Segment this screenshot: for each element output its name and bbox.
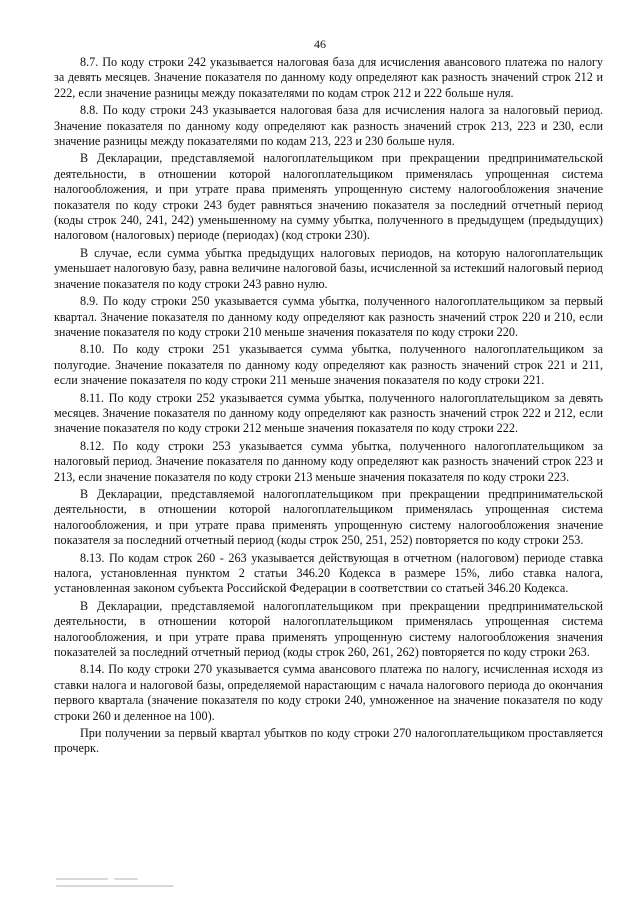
paragraph-8-8: 8.8. По коду строки 243 указывается налоговая база для исчисления налога за налоговый период. Значение показателя по данному коду определяют как разность значений строк 213, 223 и 230, если значение разницы между показателями по кодам 213, 223 и 230 больше нуля.	[54, 103, 603, 149]
paragraph-8-9: 8.9. По коду строки 250 указывается сумма убытка, полученного налогоплательщиком за первый квартал. Значение показателя по данному коду определяют как разность значений строк 220 и 210, если значение показателя по коду строки 210 меньше значения показателя по коду строки 220.	[54, 294, 603, 339]
paragraph-8-7: 8.7. По коду строки 242 указывается налоговая база для исчисления авансового платежа по налогу за девять месяцев. Значение показателя по данному коду определяют как разность значений строк 212 и 222, если значение разницы между показателями по кодам строк 212 и 222 больше нуля.	[54, 55, 603, 100]
paragraph-declaration-253: В Декларации, представляемой налогоплательщиком при прекращении предпринимательской деятельности, в отношении которой налогоплательщиком применялась упрощенная система налогообложения, и при утрате права применять упрощенную систему налогообложения значение показателя за последний отчетный период (коды строк 250, 251, 252) повторяется по коду строки 253.	[54, 486, 603, 548]
paragraph-first-quarter-loss: При получении за первый квартал убытков по коду строки 270 налогоплательщиком проставляется прочерк.	[54, 726, 603, 756]
paragraph-8-11: 8.11. По коду строки 252 указывается сумма убытка, полученного налогоплательщиком за девять месяцев. Значение показателя по данному коду определяют как разность значений строк 222 и 212, если значение показателя по коду строки 212 меньше значения показателя по коду строки 222.	[54, 390, 603, 436]
faint-footer-mark	[56, 876, 176, 892]
document-body	[54, 55, 603, 759]
paragraph-8-13: 8.13. По кодам строк 260 - 263 указывается действующая в отчетном (налоговом) периоде ставка налога, установленная пунктом 2 статьи 346.20 Кодекса в размере 15%, либо ставка налога, установленная законом субъекта Российской Федерации в соответствии со статьей 346.20 Кодекса.	[54, 550, 603, 596]
paragraph-declaration-263: В Декларации, представляемой налогоплательщиком при прекращении предпринимательской деятельности, в отношении которой налогоплательщиком применялась упрощенная система налогообложения, и при утрате права применять упрощенную систему налогообложения значения показателей за последний отчетный период (коды строк 260, 261, 262) повторяется по коду строки 263.	[54, 598, 603, 660]
page-number: 46	[314, 37, 326, 51]
paragraph-8-10: 8.10. По коду строки 251 указывается сумма убытка, полученного налогоплательщиком за полугодие. Значение показателя по данному коду определяют как разность значений строк 221 и 211, если значение показателя по коду строки 211 меньше значения показателя по коду строки 221.	[54, 342, 603, 388]
paragraph-8-14: 8.14. По коду строки 270 указывается сумма авансового платежа по налогу, исчисленная исходя из ставки налога и налоговой базы, определяемой нарастающим с начала налогового периода до окончания первого квартала (значение показателя по коду строки 240, умноженное на значение показателя по коду строки 260 и деленное на 100).	[54, 662, 603, 723]
paragraph-loss-equals-base: В случае, если сумма убытка предыдущих налоговых периодов, на которую налогоплательщик уменьшает налоговую базу, равна величине налоговой базы, исчисленной за истекший налоговый период значение показателя по коду строки 243 равно нулю.	[54, 245, 603, 291]
paragraph-8-12: 8.12. По коду строки 253 указывается сумма убытка, полученного налогоплательщиком за налоговый период. Значение показателя по данному коду определяют как разность значений строк 223 и 213, если значение показателя по коду строки 213 меньше значения показателя по коду строки 223.	[54, 438, 603, 484]
paragraph-declaration-243: В Декларации, представляемой налогоплательщиком при прекращении предпринимательской деятельности, в отношении которой налогоплательщиком применялась упрощенная система налогообложения, и при утрате права применять упрощенную систему налогообложения значение показателя по коду строки 243 будет равняться значению показателя за последний отчетный период (коды строк 240, 241, 242) уменьшенному на сумму убытка, полученного в предыдущем (предыдущих) налоговом (налоговых) периоде (периодах) (код строки 230).	[54, 151, 603, 243]
